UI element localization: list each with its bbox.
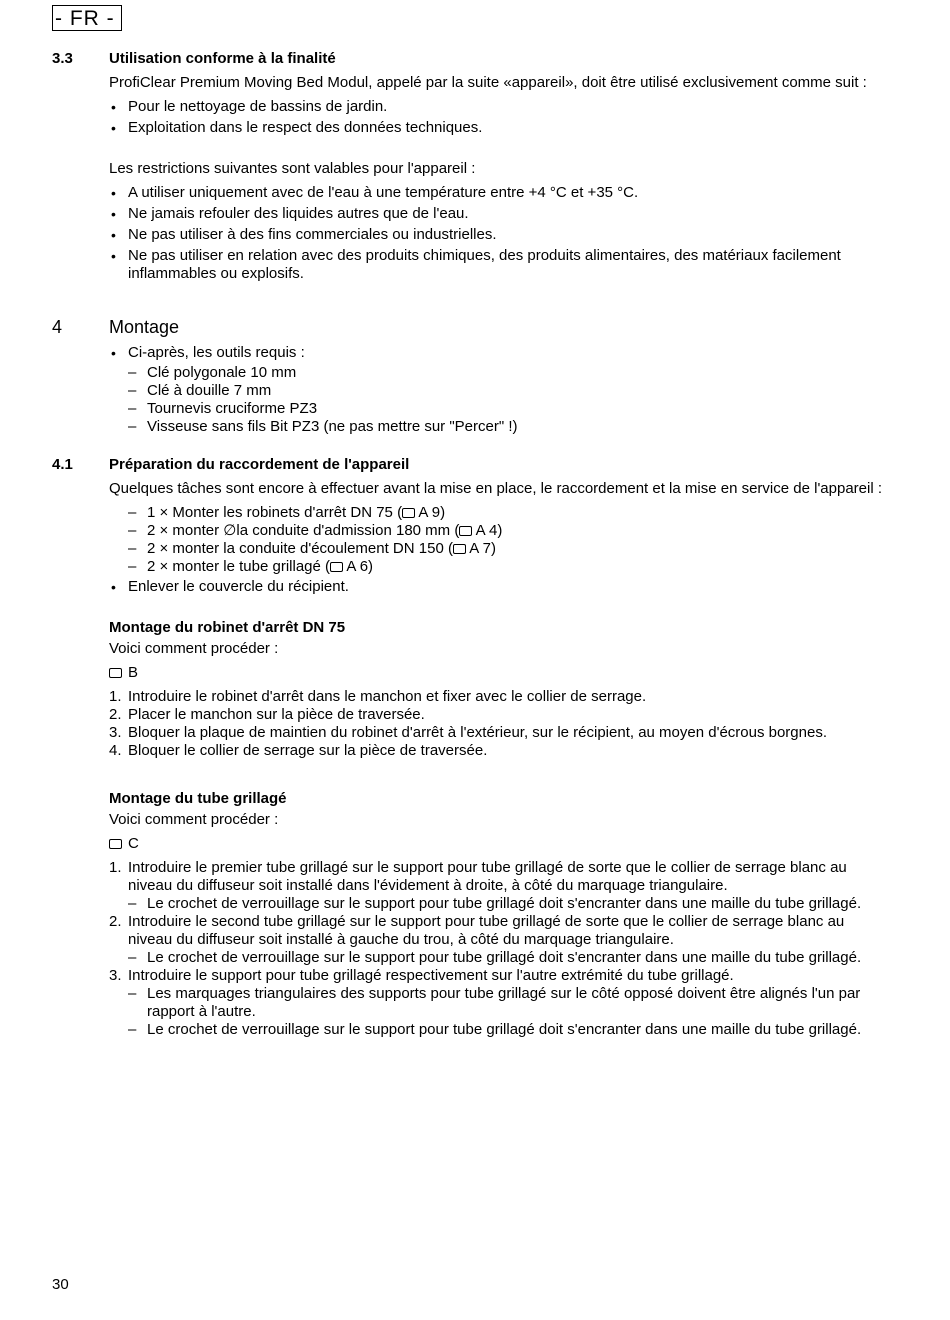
task-text: 2 × monter la conduite d'écoulement DN 150 ( <box>147 540 453 557</box>
section-number: 3.3 <box>52 50 73 67</box>
book-reference-icon <box>109 839 122 849</box>
list-item: • Pour le nettoyage de bassins de jardin. <box>52 98 892 116</box>
sub-item: – Le crochet de verrouillage sur le support pour tube grillagé doit s'encranter dans une maille du tube grillagé. <box>128 949 892 967</box>
section-3-3-heading <box>52 50 892 68</box>
list-item: • Enlever le couvercle du récipient. <box>52 578 892 596</box>
list-item <box>52 540 892 558</box>
list-item: • Exploitation dans le respect des données techniques. <box>52 119 892 137</box>
list-item <box>52 558 892 576</box>
restrictions-intro: Les restrictions suivantes sont valables pour l'appareil : <box>109 160 476 177</box>
section-title: Montage <box>109 317 180 337</box>
task-text: 1 × Monter les robinets d'arrêt DN 75 ( <box>147 504 403 521</box>
section-number: 4.1 <box>52 456 73 473</box>
list-item <box>52 504 892 522</box>
usage-list <box>52 98 892 137</box>
tube-steps <box>52 859 892 1039</box>
robinet-heading: Montage du robinet d'arrêt DN 75 <box>109 619 346 636</box>
step-text: Introduire le second tube grillagé sur le support pour tube grillagé de sorte que le collier de serrage blanc au niveau du diffuseur soit installé à gauche du trou, à côté du marquage triangulaire. <box>128 913 845 948</box>
book-reference-icon <box>330 562 343 572</box>
list-item: 3. Introduire le support pour tube grillagé respectivement sur l'autre extrémité du tube grillagé. – Les marquages triangulaires des supports pour tube grillagé sur le côté opposé doivent être alignés l'un par rapport à l'autre. – Le crochet de verrouillage sur le support pour tube grillagé doit s'encranter dans une maille du tube grillagé. <box>52 967 892 1039</box>
list-item: 1. Introduire le robinet d'arrêt dans le manchon et fixer avec le collier de serrage. <box>109 688 647 705</box>
list-item: • A utiliser uniquement avec de l'eau à une température entre +4 °C et +35 °C. <box>52 184 892 202</box>
sub-item: – Le crochet de verrouillage sur le support pour tube grillagé doit s'encranter dans une maille du tube grillagé. <box>128 895 892 913</box>
tube-intro: Voici comment procéder : <box>109 811 279 828</box>
tube-heading: Montage du tube grillagé <box>109 790 287 807</box>
section-4-1-heading <box>52 456 892 474</box>
step-text: Placer le manchon sur la pièce de traversée. <box>128 706 425 723</box>
robinet-steps <box>52 688 892 760</box>
section-3-3-intro: ProfiClear Premium Moving Bed Modul, appelé par la suite «appareil», doit être utilisé exclusivement comme suit : <box>109 74 867 91</box>
figure-label: C <box>128 835 139 852</box>
list-item <box>52 522 892 540</box>
sub-item: – Les marquages triangulaires des supports pour tube grillagé sur le côté opposé doivent être alignés l'un par rapport à l'autre. <box>128 985 892 1021</box>
step-text: Bloquer la plaque de maintien du robinet d'arrêt à l'extérieur, sur le récipient, au moyen d'écrous borgnes. <box>128 724 828 741</box>
figure-reference: A 9) <box>415 504 446 521</box>
tools-intro-list <box>52 344 892 362</box>
task-text: 2 × monter ∅la conduite d'admission 180 mm ( <box>147 522 460 539</box>
language-tag: - FR - <box>52 5 122 31</box>
list-item: • Ci-après, les outils requis : <box>52 344 892 362</box>
step-text: Introduire le premier tube grillagé sur le support pour tube grillagé de sorte que le collier de serrage blanc au niveau du diffuseur soit installé dans l'évidement à droite, à côté du marquage triangulaire. <box>128 859 847 894</box>
figure-reference <box>109 664 892 682</box>
tools-list <box>52 364 892 436</box>
figure-label: B <box>128 664 139 681</box>
step-text: Introduire le support pour tube grillagé respectivement sur l'autre extrémité du tube grillagé. <box>128 967 734 984</box>
page-number: 30 <box>52 1276 69 1293</box>
page-content <box>52 50 892 1039</box>
list-item: – Clé à douille 7 mm <box>52 382 892 400</box>
list-item: 4. Bloquer le collier de serrage sur la pièce de traversée. <box>109 742 488 759</box>
figure-reference: A 4) <box>472 522 503 539</box>
tasks-list <box>52 504 892 576</box>
section-title: Préparation du raccordement de l'appareil <box>109 456 410 473</box>
list-item: 3. Bloquer la plaque de maintien du robinet d'arrêt à l'extérieur, sur le récipient, au moyen d'écrous borgnes. <box>109 724 828 741</box>
section-4-1-intro: Quelques tâches sont encore à effectuer avant la mise en place, le raccordement et la mise en service de l'appareil : <box>109 480 883 497</box>
step-text: Bloquer le collier de serrage sur la pièce de traversée. <box>128 742 488 759</box>
list-item: – Tournevis cruciforme PZ3 <box>52 400 892 418</box>
section-number: 4 <box>52 317 63 337</box>
step-text: Introduire le robinet d'arrêt dans le manchon et fixer avec le collier de serrage. <box>128 688 647 705</box>
figure-reference <box>109 835 892 853</box>
book-reference-icon <box>459 526 472 536</box>
list-item: • Ne jamais refouler des liquides autres que de l'eau. <box>52 205 892 223</box>
cover-list <box>52 578 892 596</box>
figure-reference: A 6) <box>343 558 374 575</box>
list-item: 2. Introduire le second tube grillagé sur le support pour tube grillagé de sorte que le collier de serrage blanc au niveau du diffuseur soit installé à gauche du trou, à côté du marquage triangulaire. – Le crochet de verrouillage sur le support pour tube grillagé doit s'encranter dans une maille du tube grillagé. <box>52 913 892 967</box>
restrictions-list <box>52 184 892 283</box>
book-reference-icon <box>453 544 466 554</box>
section-4-heading <box>52 316 892 338</box>
section-title: Utilisation conforme à la finalité <box>109 50 336 67</box>
book-reference-icon <box>402 508 415 518</box>
list-item: – Visseuse sans fils Bit PZ3 (ne pas mettre sur "Percer" !) <box>52 418 892 436</box>
list-item: • Ne pas utiliser à des fins commerciales ou industrielles. <box>52 226 892 244</box>
sub-item: – Le crochet de verrouillage sur le support pour tube grillagé doit s'encranter dans une maille du tube grillagé. <box>128 1021 892 1039</box>
list-item: • Ne pas utiliser en relation avec des produits chimiques, des produits alimentaires, des matériaux facilement inflammables ou explosifs. <box>52 247 892 283</box>
list-item: – Clé polygonale 10 mm <box>52 364 892 382</box>
robinet-intro: Voici comment procéder : <box>109 640 279 657</box>
list-item: 2. Placer le manchon sur la pièce de traversée. <box>109 706 425 723</box>
figure-reference: A 7) <box>465 540 496 557</box>
task-text: 2 × monter le tube grillagé ( <box>147 558 331 575</box>
book-reference-icon <box>109 668 122 678</box>
list-item: 1. Introduire le premier tube grillagé sur le support pour tube grillagé de sorte que le collier de serrage blanc au niveau du diffuseur soit installé dans l'évidement à droite, à côté du marquage triangulaire. – Le crochet de verrouillage sur le support pour tube grillagé doit s'encranter dans une maille du tube grillagé. <box>52 859 892 913</box>
